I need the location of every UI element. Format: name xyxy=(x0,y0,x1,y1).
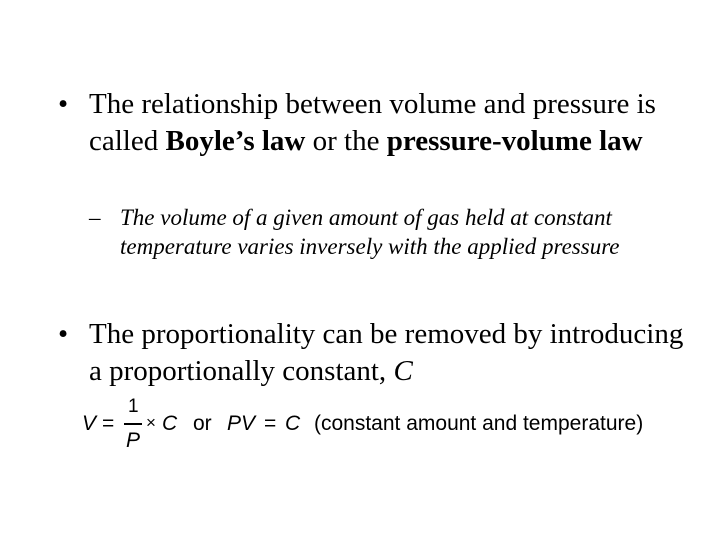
fraction-bar xyxy=(124,423,142,425)
constant-c: C xyxy=(393,355,413,387)
sub-bullet-marker: – xyxy=(89,205,101,230)
bullet-text xyxy=(89,86,698,160)
bullet-text-part: The relationship between volume and pressure is called xyxy=(89,88,656,157)
formula-volume: V xyxy=(82,412,97,435)
boyles-law-term: Boyle’s law xyxy=(165,125,306,157)
formula-equals: = xyxy=(264,412,277,435)
formula-pv: PV xyxy=(227,412,256,435)
sub-bullet-text: The volume of a given amount of gas held at constant temperature varies inversely with the applied pressure xyxy=(120,205,620,259)
formula-numerator: 1 xyxy=(128,396,139,417)
formula-constant: C xyxy=(285,412,301,435)
bullet-boyles-law xyxy=(58,86,698,160)
boyles-law-equation xyxy=(82,396,682,456)
formula-equals: = xyxy=(102,412,115,435)
sub-bullet-inverse-relation xyxy=(89,203,689,261)
pressure-volume-law-term: pressure-volume law xyxy=(386,125,643,157)
bullet-proportionality xyxy=(58,316,698,390)
formula-times: × xyxy=(146,413,156,432)
formula-constant: C xyxy=(162,412,178,435)
formula-or: or xyxy=(193,412,212,435)
bullet-text-part: The proportionality can be removed by introducing a proportionally constant, xyxy=(89,318,684,387)
bullet-text-part: or the xyxy=(305,125,387,157)
bullet-marker: • xyxy=(58,88,69,120)
bullet-text xyxy=(89,316,698,390)
formula-denominator: P xyxy=(126,429,141,452)
formula-condition-note: (constant amount and temperature) xyxy=(314,412,644,435)
bullet-marker: • xyxy=(58,318,69,350)
